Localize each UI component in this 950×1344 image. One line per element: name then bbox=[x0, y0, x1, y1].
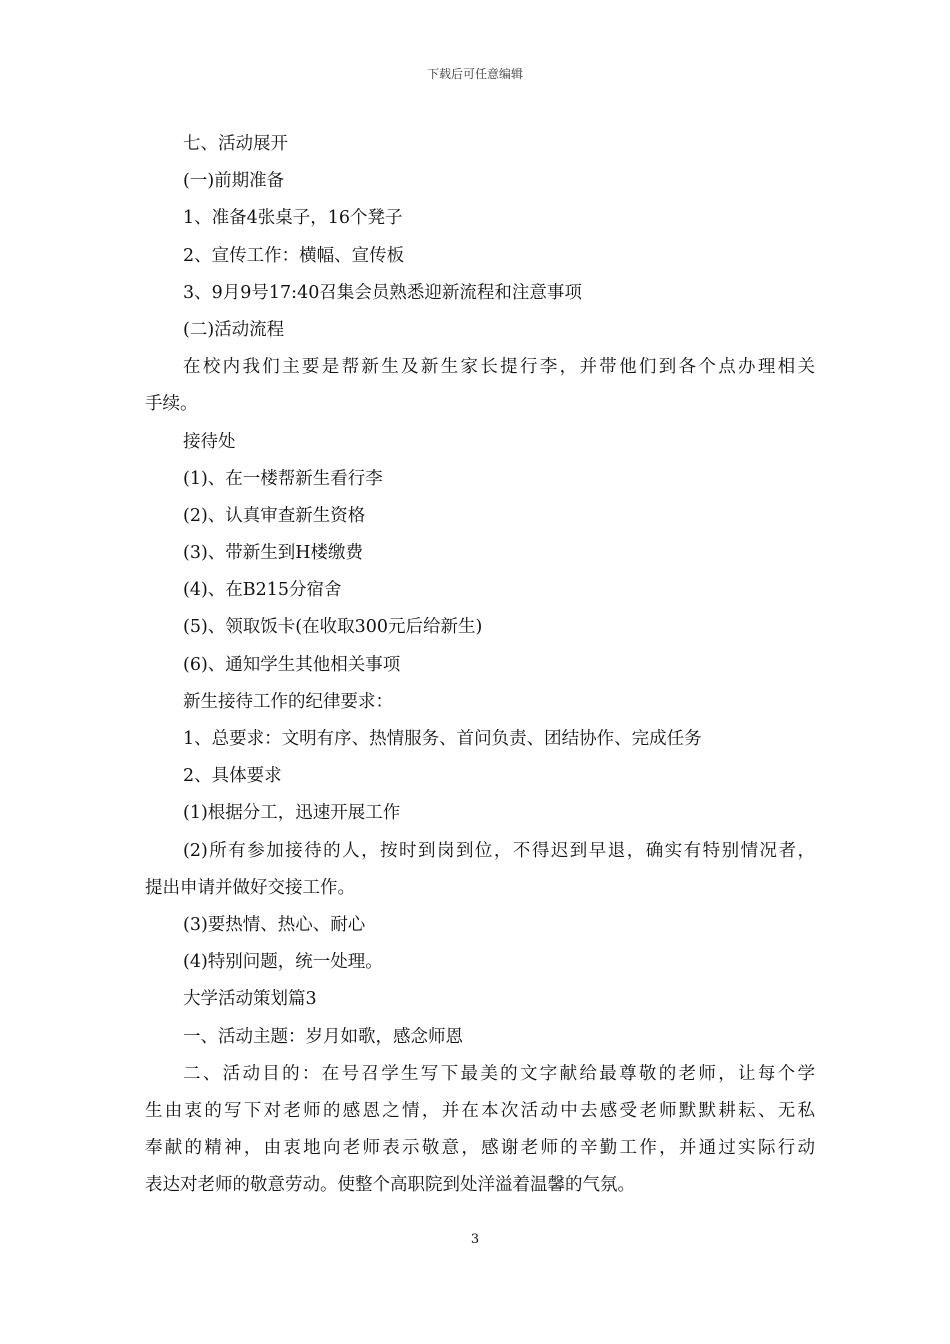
list-item: (4)特别问题，统一处理。 bbox=[183, 952, 383, 973]
section-heading: 大学活动策划篇3 bbox=[183, 989, 317, 1010]
list-item: (5)、领取饭卡(在收取300元后给新生) bbox=[183, 617, 483, 638]
paragraph-line: 奉献的精神，由衷地向老师表示敬意，感谢老师的辛勤工作，并通过实际行动 bbox=[145, 1138, 815, 1159]
list-item: 2、宣传工作：横幅、宣传板 bbox=[183, 245, 405, 266]
list-item: (3)、带新生到H楼缴费 bbox=[183, 543, 364, 564]
list-item: (6)、通知学生其他相关事项 bbox=[183, 654, 401, 675]
paragraph-line: 一、活动主题：岁月如歌，感念师恩 bbox=[183, 1026, 463, 1047]
subsection-heading: 接待处 bbox=[183, 431, 236, 452]
list-item: (3)要热情、热心、耐心 bbox=[183, 914, 366, 935]
page-number: 3 bbox=[470, 1232, 480, 1247]
list-item: 3、9月9号17:40召集会员熟悉迎新流程和注意事项 bbox=[183, 282, 582, 303]
subsection-heading: (二)活动流程 bbox=[183, 319, 285, 340]
subsection-heading: 新生接待工作的纪律要求： bbox=[183, 691, 393, 712]
paragraph-line: 生由衷的写下对老师的感恩之情，并在本次活动中去感受老师默默耕耘、无私 bbox=[145, 1100, 815, 1121]
paragraph-line: 提出申请并做好交接工作。 bbox=[145, 877, 355, 898]
paragraph-line: 在校内我们主要是帮新生及新生家长提行李，并带他们到各个点办理相关 bbox=[183, 357, 815, 378]
list-item: 1、准备4张桌子，16个凳子 bbox=[183, 208, 403, 229]
list-item: 1、总要求：文明有序、热情服务、首问负责、团结协作、完成任务 bbox=[183, 729, 702, 749]
paragraph-line: (2)所有参加接待的人，按时到岗到位，不得迟到早退，确实有特别情况者， bbox=[183, 840, 815, 861]
page-header: 下载后可任意编辑 bbox=[426, 67, 523, 81]
list-item: (1)、在一楼帮新生看行李 bbox=[183, 468, 383, 489]
subsection-heading: (一)前期准备 bbox=[183, 171, 285, 192]
paragraph-line: 表达对老师的敬意劳动。使整个高职院到处洋溢着温馨的气氛。 bbox=[145, 1175, 635, 1196]
paragraph-line: 手续。 bbox=[145, 394, 198, 415]
section-heading: 七、活动展开 bbox=[183, 134, 288, 154]
document-body bbox=[145, 126, 815, 1204]
paragraph-line: 二、活动目的：在号召学生写下最美的文字献给最尊敬的老师，让每个学 bbox=[183, 1063, 815, 1084]
list-item: (4)、在B215分宿舍 bbox=[183, 580, 342, 601]
list-item: (2)、认真审查新生资格 bbox=[183, 505, 366, 526]
list-item: 2、具体要求 bbox=[183, 766, 282, 787]
list-item: (1)根据分工，迅速开展工作 bbox=[183, 803, 401, 824]
